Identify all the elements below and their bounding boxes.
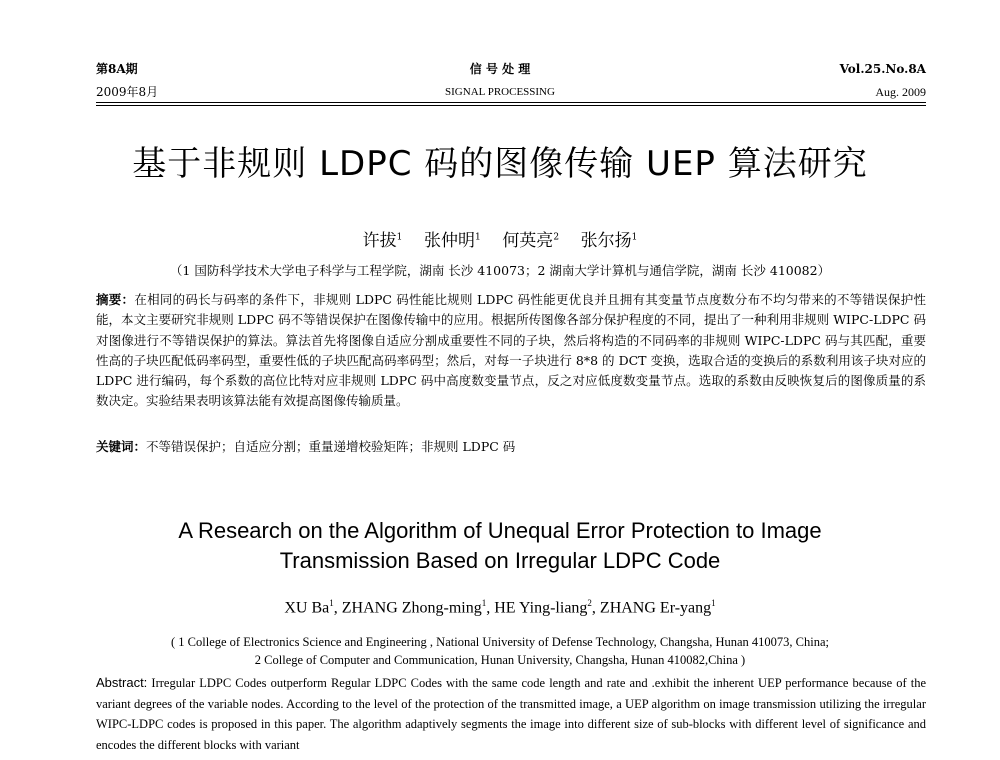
header-rule-double [96, 105, 926, 106]
abstract-label-cn: 摘要： [96, 292, 135, 307]
issue-date-cn: 2009年8月 [96, 85, 159, 99]
abstract-label-en: Abstract: [96, 675, 148, 690]
affiliation-cn: （1 国防科学技术大学电子科学与工程学院，湖南 长沙 410073；2 湖南大学计算机与通信学院，湖南 长沙 410082） [169, 263, 831, 278]
author-list-en: XU Ba$^1$, ZHANG Zhong-ming$^1$, HE Ying-liang$^2$, ZHANG Er-yang$^1$ [284, 598, 716, 617]
author-name: ZHANG Zhong-ming [341, 599, 482, 617]
volume-number: Vol.25.No.8A [839, 62, 926, 76]
affiliation-en-line-2: 2 College of Computer and Communication, Hunan University, Changsha, Hunan 410082,China ) [254, 653, 746, 667]
paper-title-en [0, 516, 1000, 576]
issue-number: 第8A期 [96, 62, 138, 76]
abstract-en [96, 673, 926, 755]
paper-title-en-text: A Research on the Algorithm of Unequal Error Protection to Image Transmission Based on Irregular LDPC Code [178, 518, 822, 573]
keywords-text-cn: 不等错误保护；自适应分割；重量递增校验矩阵；非规则 LDPC 码 [146, 439, 516, 454]
affiliation-en-line-1: ( 1 College of Electronics Science and Engineering , National University of Defense Technology, Changsha, Hunan 410073, China; [171, 635, 829, 649]
journal-name-cn: 信 号 处 理 [469, 62, 531, 76]
abstract-text-cn: 在相同的码长与码率的条件下，非规则 LDPC 码性能比规则 LDPC 码性能更优良并且拥有其变量节点度数分布不均匀带来的不等错误保护性能，本文主要研究非规则 LDPC 码不等错误保护在图像传输中的应用。根据所传图像各部分保护程度的不同，提出了一种利用非规则 WIPC-LDPC 码对图像进行不等错误保护的算法。算法首先将图像自适应分割成重要性不同的子块，然后将构造的不同码率的非规则 WIPC-LDPC 码与其匹配，重要性高的子块匹配低码率码型，重要性低的子块匹配高码率码型；然后，对每一子块进行 8*8 的 DCT 变换，选取合适的变换后的系数利用该子块对应的 LDPC 进行编码，每个系数的高位比特对应非规则 LDPC 码中高度数变量节点，反之对应低度数变量节点。选取的系数由反映恢复后的图像质量的系数决定。实验结果表明该算法能有效提高图像传输质量。 [96, 292, 926, 409]
author-sup: 1 [396, 232, 403, 243]
author-name: HE Ying-liang [494, 599, 588, 617]
abstract-cn [96, 290, 926, 412]
keywords-label-cn: 关键词： [96, 439, 147, 454]
author-name: XU Ba [284, 599, 330, 617]
author-name: 张尔扬 [580, 231, 632, 251]
author-name: 许拔 [362, 231, 397, 251]
keywords-cn [96, 437, 926, 457]
author-name: ZHANG Er-yang [599, 599, 712, 617]
header-rule [96, 102, 926, 103]
paper-title-cn: 基于非规则 LDPC 码的图像传输 UEP 算法研究 [132, 144, 868, 184]
author-sup: 2 [587, 598, 592, 608]
author-sup: 1 [631, 232, 638, 243]
author-list-cn [0, 226, 1000, 251]
author-sup: 2 [553, 232, 560, 243]
journal-name-en: SIGNAL PROCESSING [445, 86, 555, 98]
abstract-text-en: Irregular LDPC Codes outperform Regular LDPC Codes with the same code length and rate and .exhibit the inherent UEP performance because of the variant degrees of the variable nodes. According to the level of the protection of the transmitted image, a UEP algorithm on image transmission utilizing the irregular WIPC-LDPC codes is proposed in this paper. The algorithm adaptively segments the image into different size of sub-blocks with different level of significance and encodes the different blocks with variant [96, 676, 926, 752]
author-sup: 1 [474, 232, 481, 243]
author-sup: 1 [329, 598, 334, 608]
author-name: 何英亮 [502, 231, 554, 251]
issue-date-en: Aug. 2009 [875, 85, 926, 99]
author-name: 张仲明 [423, 231, 475, 251]
author-sup: 1 [711, 598, 716, 608]
affiliation-en [0, 633, 1000, 669]
author-sup: 1 [481, 598, 487, 608]
